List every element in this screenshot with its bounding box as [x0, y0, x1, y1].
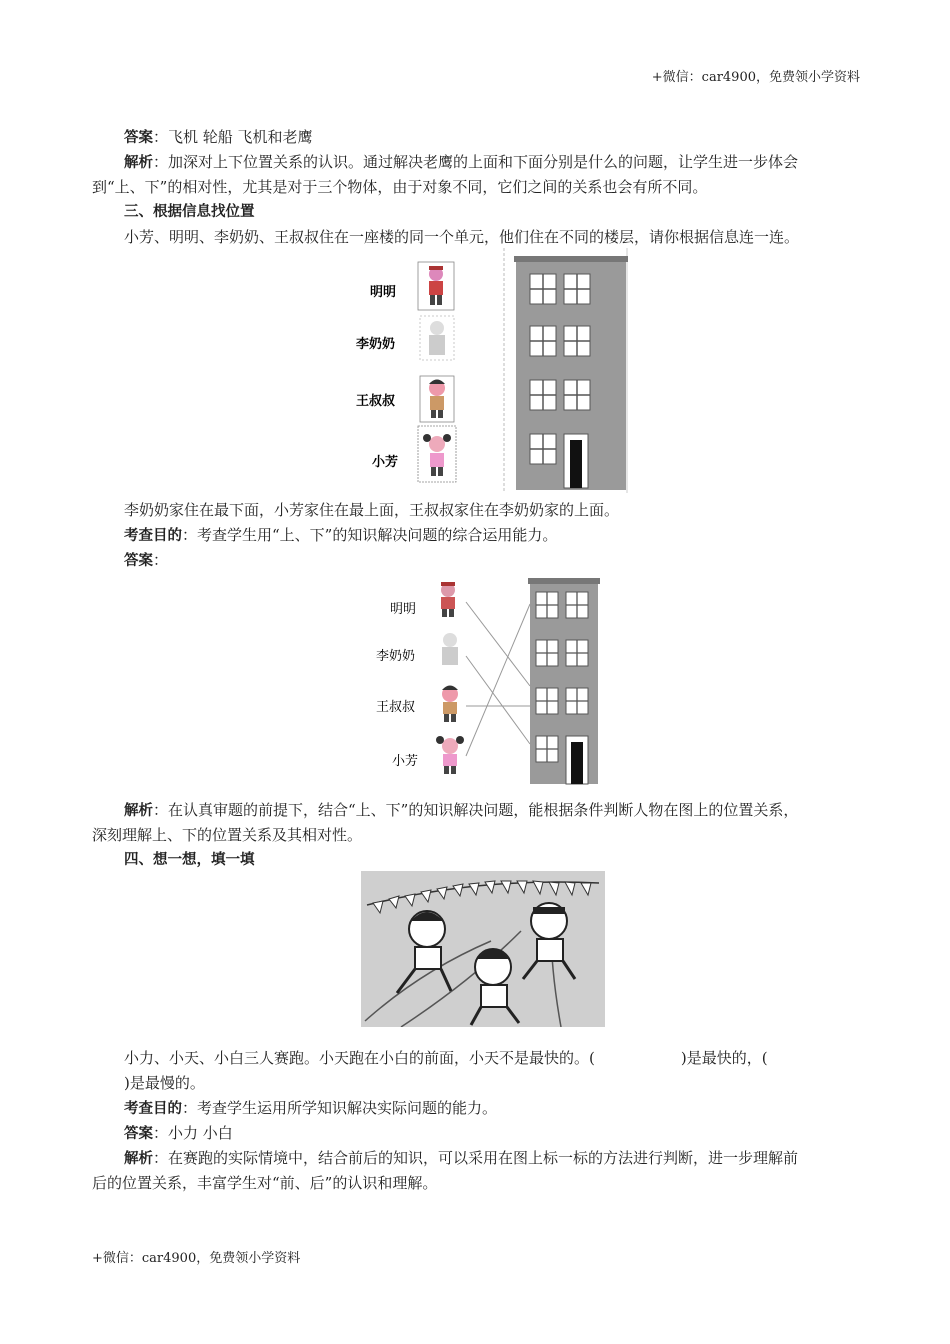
- q3-ans-label-2: 王叔叔: [376, 700, 416, 715]
- q4-question-part2: )是最快的，(: [680, 1049, 768, 1067]
- q3-info: 李奶奶家住在最下面，小芳家住在最上面，王叔叔家住在李奶奶家的上面。: [124, 501, 620, 519]
- q3-fig-label-1: 李奶奶: [356, 337, 396, 352]
- q3-purpose-label: 考查目的: [124, 528, 182, 544]
- q4-purpose-text: ：考查学生运用所学知识解决实际问题的能力。: [182, 1099, 498, 1117]
- ans-xiaofang-figure: [436, 736, 464, 774]
- q4-answer-line: [124, 1123, 233, 1144]
- race-illustration: [361, 871, 605, 1027]
- uncle-wang-figure: [420, 376, 454, 422]
- q3-ans-label-3: 小芳: [392, 754, 419, 769]
- q4-purpose-label: 考查目的: [124, 1101, 182, 1117]
- xiaofang-figure: [418, 426, 456, 482]
- q4-answer-label: 答案: [124, 1126, 153, 1142]
- q4-analysis-line1: [124, 1148, 798, 1169]
- q2-analysis-text1: ：加深对上下位置关系的认识。通过解决老鹰的上面和下面分别是什么的问题，让学生进一步体会: [153, 153, 799, 171]
- q3-fig-label-0: 明明: [370, 285, 397, 300]
- q4-question-line2: [124, 1073, 205, 1093]
- q4-analysis-text1: ：在赛跑的实际情境中，结合前后的知识，可以采用在图上标一标的方法进行判断，进一步理解前: [153, 1149, 799, 1167]
- grandma-li-figure: [420, 316, 454, 360]
- q3-analysis-line1: [124, 800, 798, 821]
- q3-ans-label-0: 明明: [390, 602, 417, 617]
- q3-question: 小芳、明明、李奶奶、王叔叔住在一座楼的同一个单元，他们住在不同的楼层，请你根据信息连一连。: [124, 228, 800, 246]
- footer-watermark: +微信：car4900，免费领小学资料: [92, 1251, 301, 1266]
- q3-purpose-line: [124, 525, 557, 546]
- ans-mingming-figure: [441, 582, 455, 617]
- ans-uncle-wang-figure: [442, 686, 458, 723]
- q3-fig-label-3: 小芳: [372, 455, 399, 470]
- q3-analysis-line2: 深刻理解上、下的位置关系及其相对性。: [92, 826, 363, 844]
- header-watermark: +微信：car4900，免费领小学资料: [651, 70, 860, 85]
- q2-answer-line: [124, 127, 313, 148]
- q4-answer-text: ：小力 小白: [153, 1124, 233, 1142]
- answer-connecting-lines: [466, 602, 530, 756]
- q2-analysis-label: 解析: [124, 155, 153, 171]
- q3-fig-label-2: 王叔叔: [356, 394, 396, 409]
- q3-heading: 三、根据信息找位置: [124, 204, 255, 220]
- q3-answer-colon: ：: [153, 551, 169, 569]
- q3-purpose-text: ：考查学生用“上、下”的知识解决问题的综合运用能力。: [182, 526, 558, 544]
- mingming-figure: [418, 262, 454, 310]
- q3-question-figure: [350, 248, 630, 493]
- q4-purpose-line: [124, 1098, 497, 1119]
- q3-answer-line: [124, 550, 168, 571]
- q3-analysis-label: 解析: [124, 803, 153, 819]
- q4-question-part1: 小力、小天、小白三人赛跑。小天跑在小白的前面，小天不是最快的。(: [124, 1049, 595, 1067]
- q4-heading: 四、想一想，填一填: [124, 852, 255, 868]
- q2-analysis-line1: [124, 152, 798, 173]
- q2-analysis-line2: 到“上、下”的相对性，尤其是对于三个物体，由于对象不同，它们之间的关系也会有所不同。: [92, 178, 708, 196]
- q2-answer-text: ：飞机 轮船 飞机和老鹰: [153, 128, 313, 146]
- q2-answer-label: 答案: [124, 130, 153, 146]
- q4-question-part3: )是最慢的。: [124, 1074, 205, 1092]
- q3-answer-label: 答案: [124, 553, 153, 569]
- ans-building-figure: [528, 578, 600, 784]
- q4-analysis-line2: 后的位置关系，丰富学生对“前、后”的认识和理解。: [92, 1174, 438, 1192]
- ans-grandma-li-figure: [442, 633, 458, 665]
- q3-ans-label-1: 李奶奶: [376, 649, 416, 664]
- q4-analysis-label: 解析: [124, 1151, 153, 1167]
- q4-question-line1: [124, 1048, 768, 1068]
- building-figure: [514, 256, 628, 490]
- q3-analysis-text1: ：在认真审题的前提下，结合“上、下”的知识解决问题，能根据条件判断人物在图上的位置关系，: [153, 801, 799, 819]
- q3-answer-figure: [370, 574, 610, 786]
